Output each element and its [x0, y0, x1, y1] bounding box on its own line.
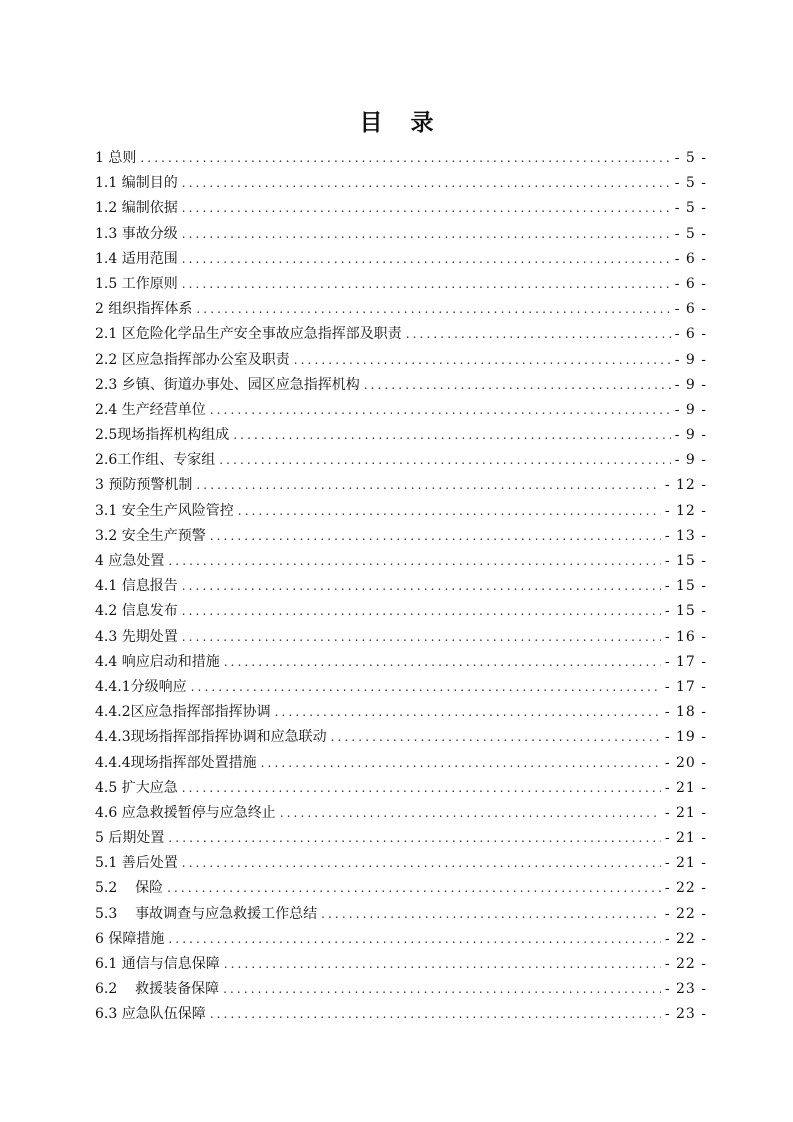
toc-entry[interactable] [95, 851, 707, 876]
toc-entry-page-number: - 5 - [674, 150, 707, 166]
toc-dot-leader [261, 751, 661, 776]
toc-entry-label: 2 组织指挥体系 [95, 301, 193, 318]
toc-entry-page-number: - 21 - [664, 804, 707, 821]
toc-entry-page-number: - 12 - [664, 502, 707, 519]
toc-entry[interactable] [95, 625, 707, 650]
toc-dot-leader [191, 675, 661, 700]
toc-entry[interactable] [95, 801, 707, 826]
toc-entry-label: 1.2 编制依据 [95, 200, 178, 217]
toc-entry-page-number: - 15 - [664, 553, 707, 569]
toc-dot-leader [331, 725, 661, 750]
toc-entry-page-number: - 18 - [664, 704, 707, 721]
toc-entry-label: 2.2 区应急指挥部办公室及职责 [95, 351, 290, 368]
toc-dot-leader [182, 247, 671, 272]
toc-entry-label: 5.2 保险 [95, 880, 164, 897]
toc-entry[interactable] [95, 348, 707, 373]
toc-entry-label: 4.4 响应启动和措施 [95, 653, 220, 670]
toc-entry[interactable] [95, 700, 707, 725]
toc-entry-label: 2.1 区危险化学品生产安全事故应急指挥部及职责 [95, 326, 402, 343]
toc-dot-leader [364, 373, 671, 398]
toc-entry-label: 6.3 应急队伍保障 [95, 1006, 206, 1023]
toc-entry-label: 2.3 乡镇、街道办事处、园区应急指挥机构 [95, 376, 360, 393]
toc-entry-label: 6.1 通信与信息保障 [95, 956, 220, 972]
toc-dot-leader [182, 171, 671, 196]
toc-entry-page-number: - 21 - [664, 830, 707, 847]
toc-entry-page-number: - 19 - [664, 729, 707, 746]
toc-dot-leader [321, 902, 661, 927]
toc-entry[interactable] [95, 902, 707, 927]
toc-dot-leader [168, 927, 660, 952]
toc-entry[interactable] [95, 146, 707, 171]
toc-entry-page-number: - 17 - [664, 653, 707, 670]
toc-entry-page-number: - 6 - [674, 275, 707, 292]
toc-entry-label: 6.2 救援装备保障 [95, 981, 220, 998]
toc-entry[interactable] [95, 171, 707, 196]
toc-entry[interactable] [95, 524, 707, 549]
toc-entry-page-number: - 9 - [674, 401, 707, 418]
toc-dot-leader [210, 524, 661, 549]
toc-entry-label: 1.4 适用范围 [95, 250, 178, 267]
toc-entry-label: 1.3 事故分级 [95, 225, 178, 242]
toc-dot-leader [182, 776, 661, 801]
toc-dot-leader [294, 348, 671, 373]
toc-entry[interactable] [95, 650, 707, 675]
toc-entry[interactable] [95, 222, 707, 247]
toc-entry[interactable] [95, 776, 707, 801]
toc-entry[interactable] [95, 398, 707, 423]
toc-entry-label: 5.1 善后处置 [95, 855, 178, 872]
toc-entry[interactable] [95, 448, 707, 473]
toc-entry-label: 4.4.3现场指挥部指挥协调和应急联动 [95, 729, 327, 746]
toc-entry-label: 4.6 应急救援暂停与应急终止 [95, 804, 276, 821]
toc-dot-leader [182, 599, 661, 624]
toc-dot-leader [140, 146, 670, 171]
toc-entry[interactable] [95, 876, 707, 901]
toc-dot-leader [238, 499, 661, 524]
toc-dot-leader [182, 574, 661, 599]
toc-entry-page-number: - 6 - [674, 326, 707, 343]
toc-entry-label: 1 总则 [95, 150, 137, 166]
toc-entry-page-number: - 21 - [664, 779, 707, 796]
toc-dot-leader [406, 322, 671, 347]
toc-entry-page-number: - 16 - [664, 628, 707, 645]
toc-entry-label: 2.5现场指挥机构组成 [95, 427, 230, 444]
toc-dot-leader [210, 1002, 661, 1027]
toc-entry-label: 3.1 安全生产风险管控 [95, 502, 234, 519]
toc-entry[interactable] [95, 499, 707, 524]
toc-entry[interactable] [95, 1002, 707, 1027]
toc-dot-leader [182, 272, 671, 297]
toc-dot-leader [168, 826, 660, 851]
toc-entry[interactable] [95, 927, 707, 952]
toc-entry[interactable] [95, 751, 707, 776]
toc-entry-label: 1.1 编制目的 [95, 175, 178, 192]
toc-entry-page-number: - 17 - [664, 678, 707, 695]
toc-entry-page-number: - 5 - [674, 200, 707, 217]
toc-entry[interactable] [95, 473, 707, 498]
toc-entry-label: 4.2 信息发布 [95, 603, 178, 620]
toc-list [95, 146, 707, 1028]
toc-entry-label: 2.6工作组、专家组 [95, 452, 216, 469]
toc-dot-leader [196, 473, 660, 498]
toc-entry-label: 4.4.4现场指挥部处置措施 [95, 754, 257, 771]
toc-entry-label: 4.5 扩大应急 [95, 779, 178, 796]
toc-entry-page-number: - 15 - [664, 578, 707, 595]
toc-entry-page-number: - 9 - [674, 376, 707, 393]
toc-dot-leader [196, 297, 670, 322]
toc-entry-page-number: - 15 - [664, 603, 707, 620]
toc-entry-label: 4.3 先期处置 [95, 628, 178, 645]
toc-dot-leader [182, 222, 671, 247]
toc-entry-page-number: - 21 - [664, 855, 707, 872]
toc-entry-label: 5 后期处置 [95, 830, 165, 847]
toc-entry[interactable] [95, 373, 707, 398]
toc-entry-label: 4 应急处置 [95, 553, 165, 569]
toc-dot-leader [280, 801, 661, 826]
toc-title: 目 录 [359, 109, 444, 136]
toc-entry-label: 1.5 工作原则 [95, 275, 178, 292]
toc-entry[interactable] [95, 196, 707, 221]
toc-entry-page-number: - 9 - [674, 452, 707, 469]
toc-entry[interactable] [95, 322, 707, 347]
toc-entry-page-number: - 6 - [674, 301, 707, 318]
toc-entry[interactable] [95, 247, 707, 272]
toc-entry-label: 3 预防预警机制 [95, 477, 193, 494]
toc-entry-page-number: - 12 - [664, 477, 707, 494]
toc-entry-label: 2.4 生产经营单位 [95, 401, 206, 418]
toc-entry[interactable] [95, 977, 707, 1002]
toc-dot-leader [219, 448, 670, 473]
toc-entry-label: 6 保障措施 [95, 930, 165, 947]
toc-entry[interactable] [95, 952, 707, 977]
toc-dot-leader [233, 423, 670, 448]
toc-dot-leader [224, 650, 661, 675]
toc-dot-leader [167, 876, 661, 901]
toc-entry-page-number: - 5 - [674, 175, 707, 192]
toc-entry[interactable] [95, 272, 707, 297]
toc-entry-page-number: - 20 - [664, 754, 707, 771]
toc-dot-leader [223, 977, 661, 1002]
toc-dot-leader [224, 952, 661, 977]
toc-entry[interactable] [95, 549, 707, 574]
toc-entry-page-number: - 23 - [664, 981, 707, 998]
toc-dot-leader [168, 549, 660, 574]
toc-entry-label: 4.1 信息报告 [95, 578, 178, 595]
toc-entry[interactable] [95, 826, 707, 851]
toc-dot-leader [182, 196, 671, 221]
toc-entry-page-number: - 22 - [664, 880, 707, 897]
toc-entry-page-number: - 9 - [674, 427, 707, 444]
toc-entry-page-number: - 13 - [664, 527, 707, 544]
toc-entry-label: 4.4.2区应急指挥部指挥协调 [95, 704, 271, 721]
toc-entry-label: 4.4.1分级响应 [95, 678, 187, 695]
toc-dot-leader [182, 625, 661, 650]
toc-entry[interactable] [95, 725, 707, 750]
toc-entry-page-number: - 22 - [664, 905, 707, 922]
toc-entry-page-number: - 22 - [664, 930, 707, 947]
toc-entry-page-number: - 22 - [664, 956, 707, 972]
toc-entry-page-number: - 5 - [674, 225, 707, 242]
toc-entry-page-number: - 6 - [674, 250, 707, 267]
toc-dot-leader [210, 398, 671, 423]
toc-entry-label: 5.3 事故调查与应急救援工作总结 [95, 905, 318, 922]
toc-entry[interactable] [95, 423, 707, 448]
toc-entry-page-number: - 9 - [674, 351, 707, 368]
toc-entry-page-number: - 23 - [664, 1006, 707, 1023]
toc-entry-label: 3.2 安全生产预警 [95, 527, 206, 544]
toc-entry[interactable] [95, 297, 707, 322]
toc-entry[interactable] [95, 675, 707, 700]
toc-dot-leader [182, 851, 661, 876]
toc-entry[interactable] [95, 574, 707, 599]
toc-entry[interactable] [95, 599, 707, 624]
toc-dot-leader [275, 700, 661, 725]
